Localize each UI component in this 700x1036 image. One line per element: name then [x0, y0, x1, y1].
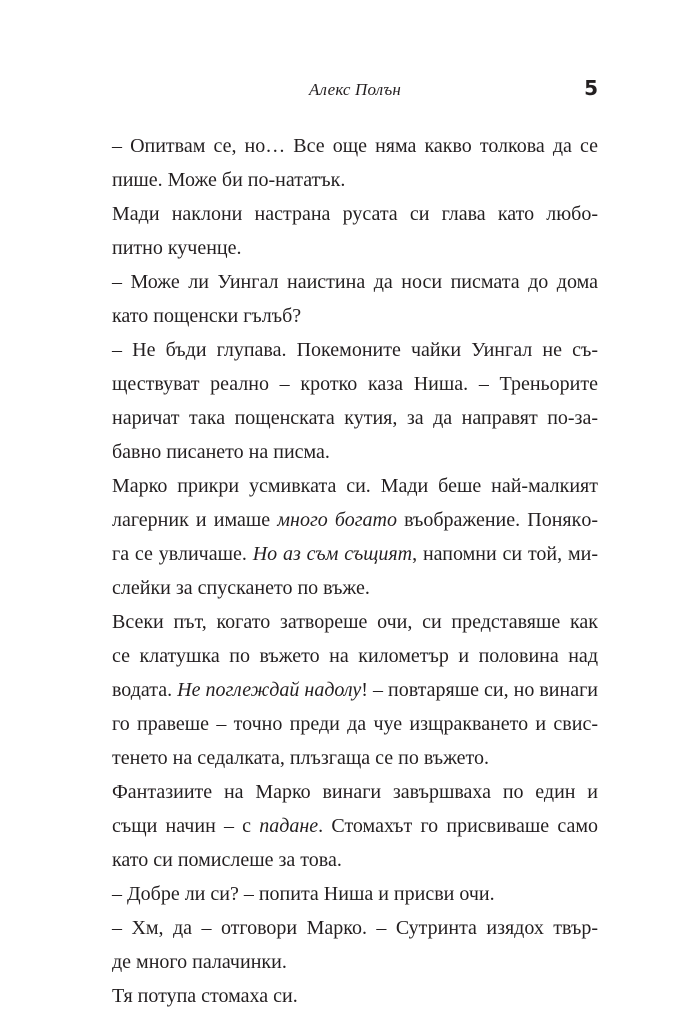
- text-line: [112, 469, 598, 503]
- paragraph: [112, 877, 598, 911]
- italic-text: Не поглеждай надолу: [177, 679, 362, 701]
- text-line: [112, 741, 598, 775]
- text-segment: се клатушка по въжето на километър и половина над: [112, 645, 598, 667]
- text-line: [112, 775, 598, 809]
- text-line: [112, 571, 598, 605]
- text-line: [112, 129, 598, 163]
- text-line: [112, 435, 598, 469]
- text-line: [112, 979, 598, 1013]
- text-line: [112, 911, 598, 945]
- paragraph: [112, 605, 598, 775]
- italic-text: падане: [259, 815, 319, 837]
- text-line: [112, 707, 598, 741]
- text-segment: питно кученце.: [112, 237, 242, 259]
- text-line: [112, 197, 598, 231]
- text-segment: като си помислеше за това.: [112, 849, 342, 871]
- text-segment: като пощенски гълъб?: [112, 305, 302, 327]
- paragraph: [112, 469, 598, 605]
- text-line: [112, 265, 598, 299]
- text-segment: – Хм, да – отговори Марко. – Сутринта изядох твър-: [112, 917, 598, 939]
- text-line: [112, 503, 598, 537]
- text-line: [112, 945, 598, 979]
- text-segment: га се увличаше.: [112, 543, 253, 565]
- text-segment: лагерник и имаше: [112, 509, 278, 531]
- text-line: [112, 843, 598, 877]
- text-segment: – Добре ли си? – попита Ниша и присви очи.: [112, 883, 495, 905]
- text-segment: – Може ли Уингал наистина да носи писмата до дома: [112, 271, 598, 293]
- text-segment: наричат така пощенската кутия, за да направят по-за-: [112, 407, 598, 429]
- text-line: [112, 639, 598, 673]
- text-line: [112, 401, 598, 435]
- text-segment: – Не бъди глупава. Покемоните чайки Уингал не съ-: [112, 339, 598, 361]
- text-segment: Фантазиите на Марко винаги завършваха по един и: [112, 781, 598, 803]
- paragraph: [112, 911, 598, 979]
- text-line: [112, 231, 598, 265]
- text-segment: бавно писането на писма.: [112, 441, 330, 463]
- italic-text: Но аз съм същият: [252, 543, 413, 565]
- text-line: [112, 163, 598, 197]
- text-segment: Мади наклони настрана русата си глава като любо-: [112, 203, 598, 225]
- text-segment: Всеки път, когато затвореше очи, си представяше как: [112, 611, 598, 633]
- text-line: [112, 809, 598, 843]
- paragraph: [112, 197, 598, 265]
- text-segment: слейки за спускането по въже.: [112, 577, 370, 599]
- italic-text: много богато: [277, 509, 397, 531]
- text-segment: ! – повтаряше си, но винаги: [361, 679, 598, 701]
- paragraph: [112, 129, 598, 197]
- text-line: [112, 605, 598, 639]
- text-line: [112, 877, 598, 911]
- body-text: [112, 129, 598, 1013]
- text-segment: де много палачинки.: [112, 951, 287, 973]
- text-line: [112, 333, 598, 367]
- text-line: [112, 367, 598, 401]
- running-head-author: Алекс Полън: [308, 80, 402, 99]
- paragraph: [112, 333, 598, 469]
- text-segment: , напомни си той, ми-: [412, 543, 598, 565]
- text-segment: пише. Може би по-нататък.: [112, 169, 346, 191]
- text-line: [112, 537, 598, 571]
- text-segment: . Стомахът го присвиваше само: [318, 815, 598, 837]
- text-line: [112, 673, 598, 707]
- text-segment: го правеше – точно преди да чуе изщракването и свис-: [112, 713, 598, 735]
- text-segment: – Опитвам се, но… Все още няма какво толкова да се: [112, 135, 598, 157]
- text-segment: въображение. Понякo-: [396, 509, 598, 531]
- text-segment: същи начин – с: [112, 815, 260, 837]
- text-segment: Марко прикри усмивката си. Мади беше най-малкият: [112, 475, 598, 497]
- paragraph: [112, 775, 598, 877]
- text-line: [112, 299, 598, 333]
- page-header: [112, 76, 598, 104]
- text-segment: Тя потупа стомаха си.: [112, 985, 298, 1007]
- text-segment: ществуват реално – кротко каза Ниша. – Треньорите: [112, 373, 598, 395]
- text-segment: водата.: [112, 679, 178, 701]
- text-segment: тенето на седалката, плъзгаща се по въжето.: [112, 747, 490, 769]
- paragraph: [112, 979, 598, 1013]
- paragraph: [112, 265, 598, 333]
- page-number: 5: [584, 76, 598, 100]
